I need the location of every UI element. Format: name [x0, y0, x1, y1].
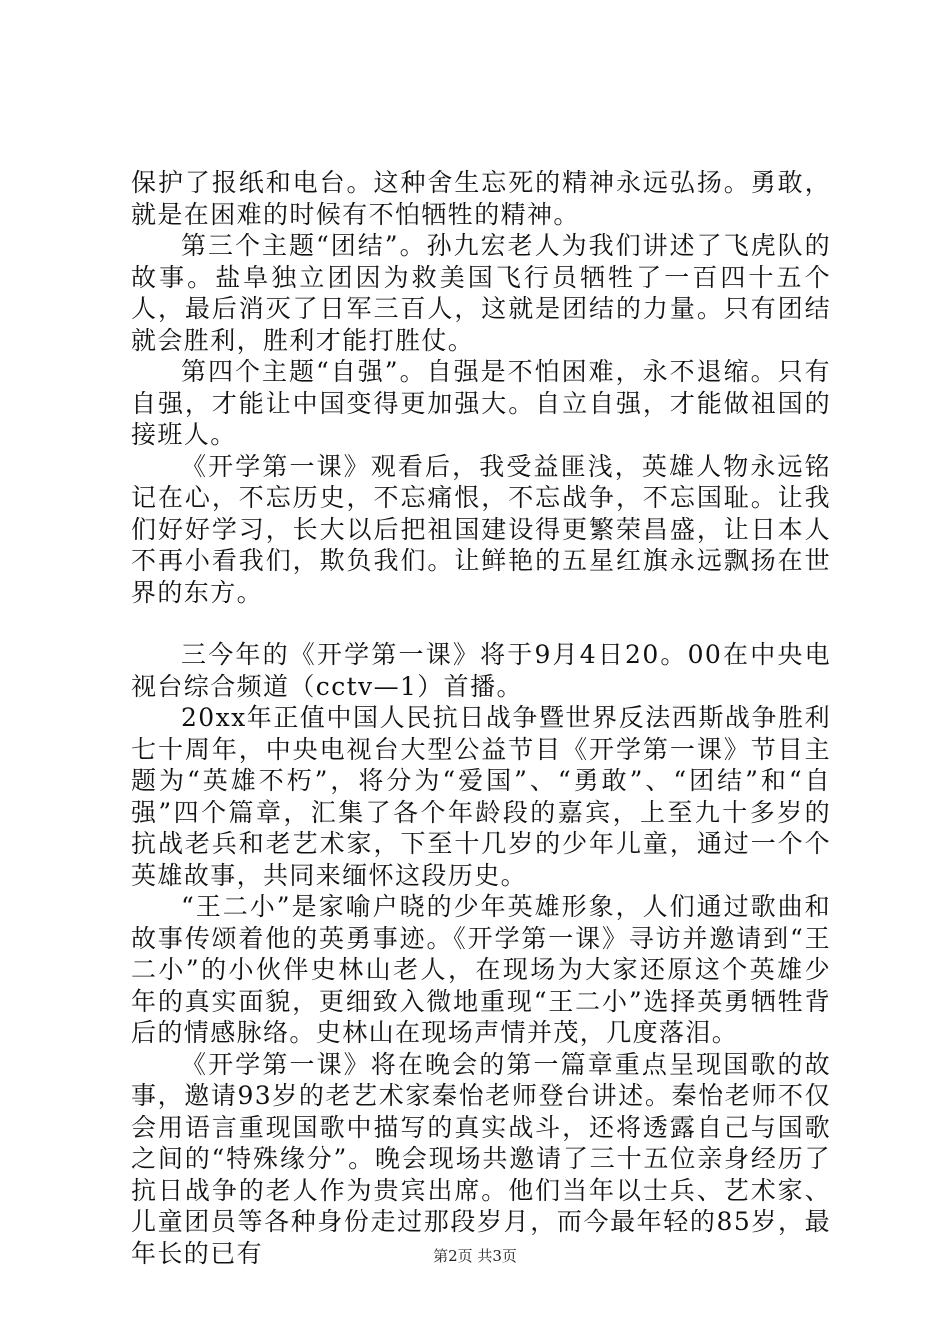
- paragraph: 三今年的《开学第一课》将于9月4日20。00在中央电视台综合频道（cctv—1）首播。: [131, 640, 831, 701]
- paragraph: 第三个主题“团结”。孙九宏老人为我们讲述了飞虎队的故事。盐阜独立团因为救美国飞行员牺牲了一百四十五个人，最后消灭了日军三百人，这就是团结的力量。只有团结就会胜利，胜利才能打胜仗。: [131, 231, 831, 355]
- paragraph: 20xx年正值中国人民抗日战争暨世界反法西斯战争胜利七十周年，中央电视台大型公益节目《开学第一课》节目主题为“英雄不朽”，将分为“爱国”、“勇敢”、“团结”和“自强”四个篇章，汇集了各个年龄段的嘉宾，上至九十多岁的抗战老兵和老艺术家，下至十几岁的少年儿童，通过一个个英雄故事，共同来缅怀这段历史。: [131, 703, 831, 890]
- page-footer: 第2页 共3页: [433, 1247, 517, 1265]
- document-body: [131, 167, 831, 1269]
- paragraph: 第四个主题“自强”。自强是不怕困难，永不退缩。只有自强，才能让中国变得更加强大。自立自强，才能做祖国的接班人。: [131, 357, 831, 449]
- paragraph: 保护了报纸和电台。这种舍生忘死的精神永远弘扬。勇敢，就是在困难的时候有不怕牺牲的精神。: [131, 168, 831, 229]
- paragraph: “王二小”是家喻户晓的少年英雄形象，人们通过歌曲和故事传颂着他的英勇事迹。《开学第一课》寻访并邀请到“王二小”的小伙伴史林山老人，在现场为大家还原这个英雄少年的真实面貌，更细致入微地重现“王二小”选择英勇牺牲背后的情感脉络。史林山在现场声情并茂，几度落泪。: [131, 892, 831, 1047]
- paragraph: 《开学第一课》观看后，我受益匪浅，英雄人物永远铭记在心，不忘历史，不忘痛恨，不忘战争，不忘国耻。让我们好好学习，长大以后把祖国建设得更繁荣昌盛，让日本人不再小看我们，欺负我们。让鲜艳的五星红旗永远飘扬在世界的东方。: [131, 451, 831, 607]
- paragraph-gap: [131, 608, 831, 639]
- paragraph: 《开学第一课》将在晚会的第一篇章重点呈现国歌的故事，邀请93岁的老艺术家秦怡老师登台讲述。秦怡老师不仅会用语言重现国歌中描写的真实战斗，还将透露自己与国歌之间的“特殊缘分”。晚会现场共邀请了三十五位亲身经历了抗日战争的老人作为贵宾出席。他们当年以士兵、艺术家、儿童团员等各种身份走过那段岁月，而今最年轻的85岁，最年长的已有: [131, 1049, 831, 1268]
